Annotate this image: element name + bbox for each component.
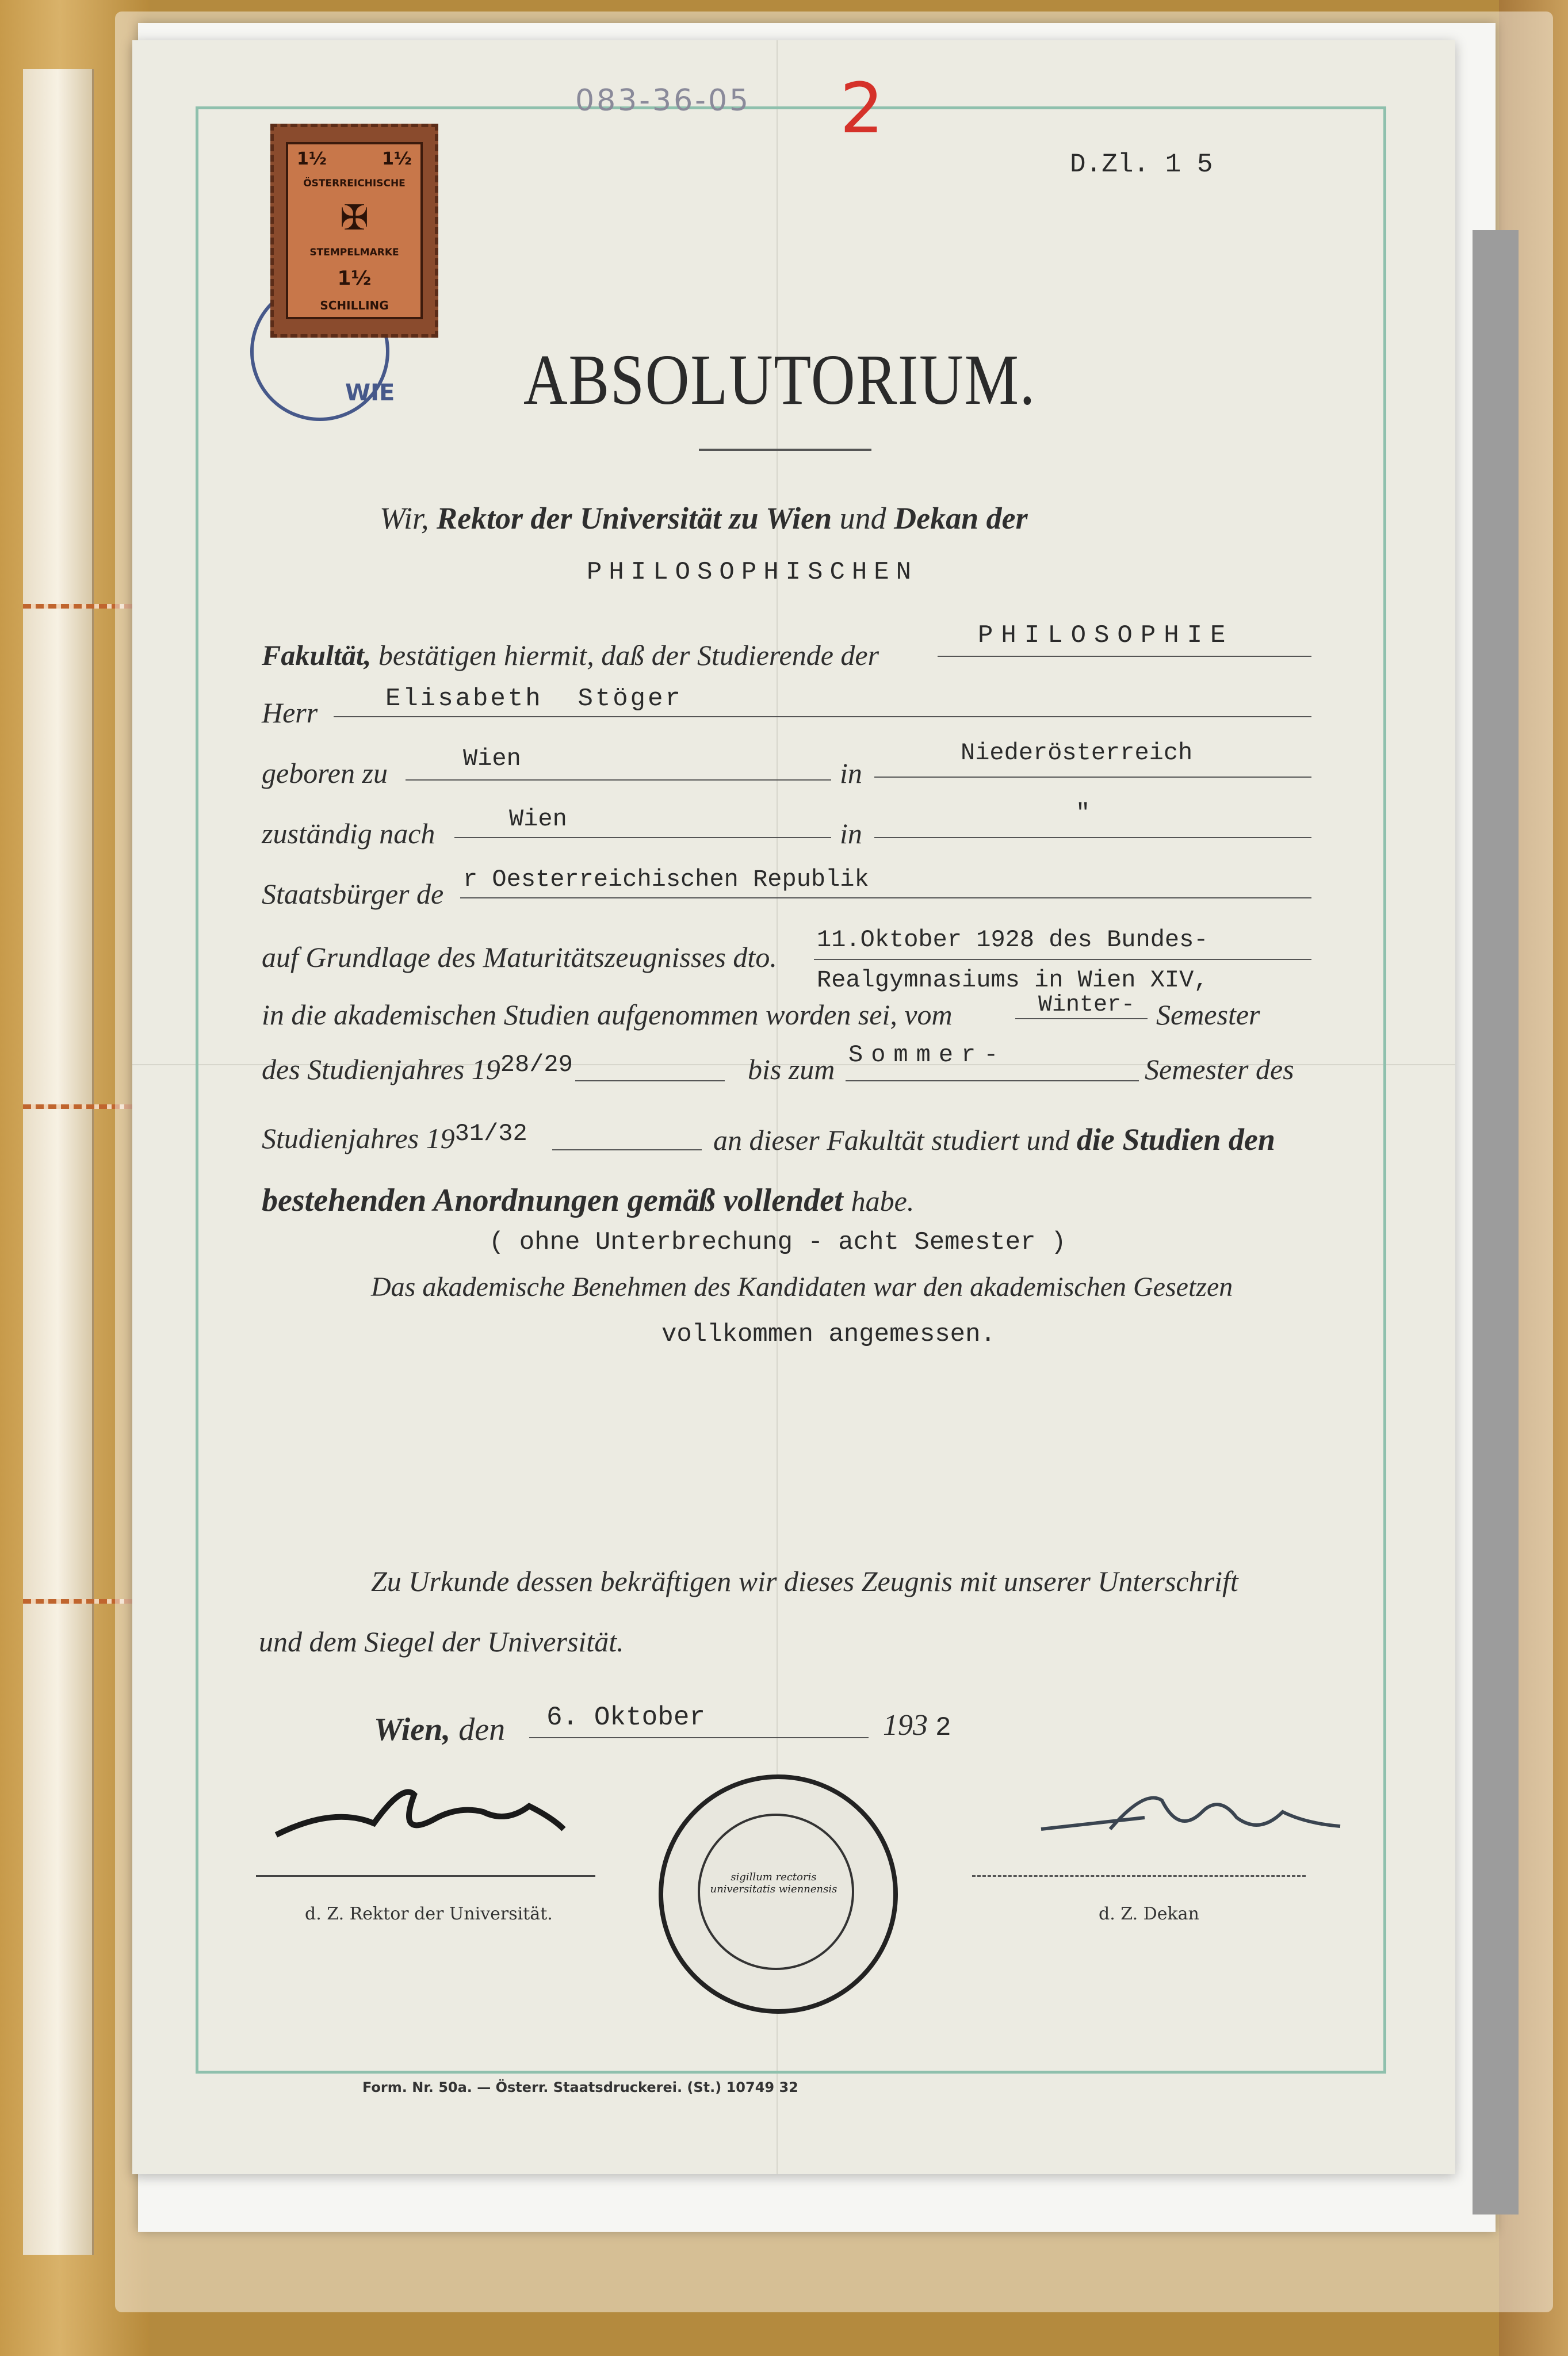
herr-label: Herr (262, 697, 318, 729)
stamp-value-tr: 1½ (382, 148, 412, 169)
dekan-signature (1030, 1772, 1363, 1858)
benehmen-value: vollkommen angemessen. (661, 1320, 996, 1349)
aufgenommen-label: in die akademischen Studien aufgenommen worden sei, vom (262, 999, 953, 1031)
stamp-currency: SCHILLING (320, 299, 389, 313)
field-line (454, 837, 831, 838)
date-place: Wien, den (374, 1712, 506, 1747)
signature-line (256, 1875, 595, 1877)
field-line (334, 716, 1311, 717)
vollendet-line: bestehenden Anordnungen gemäß vollendet habe. (262, 1183, 915, 1218)
seal-text: sigillum rectoris universitatis wiennensis (710, 1871, 837, 1895)
geboren-label: geboren zu (262, 757, 388, 789)
rektor-signature (265, 1772, 587, 1858)
binder-strip (23, 69, 94, 2255)
absolutorium-document (132, 40, 1455, 2174)
field-line (874, 777, 1311, 778)
birth-region: Niederösterreich (961, 739, 1193, 767)
university-seal (659, 1774, 898, 2014)
urkunde-line-2: und dem Siegel der Universität. (259, 1626, 624, 1658)
field-line (874, 837, 1311, 838)
gray-board-edge (1473, 230, 1519, 2215)
zustaendig-city: Wien (509, 805, 567, 833)
student-name: Elisabeth Stöger (385, 684, 683, 713)
field-line (552, 1149, 702, 1150)
zustaendig-region: " (1076, 800, 1091, 827)
date-value: 6. Oktober (546, 1703, 706, 1732)
field-line (529, 1737, 869, 1738)
document-title: ABSOLUTORIUM. (523, 341, 1036, 420)
studienjahr-label: des Studienjahres $19^{28/29}$ (262, 1051, 573, 1085)
matura-school: Realgymnasiums in Wien XIV, (817, 966, 1208, 994)
studienjahr2-label: Studienjahres $19^{31/32}$ (262, 1120, 527, 1154)
in-label: in (840, 757, 862, 789)
field-line (575, 1080, 725, 1081)
grundlage-label: auf Grundlage des Maturitätszeugnisses dto. (262, 941, 777, 973)
print-footer: Form. Nr. 50a. — Österr. Staatsdruckerei. (St.) 10749 32 (362, 2079, 798, 2095)
faculty-name: PHILOSOPHISCHEN (587, 558, 919, 587)
citizenship-value: r Oesterreichischen Republik (463, 866, 869, 893)
field-line (814, 959, 1311, 960)
dekan-label: d. Z. Dekan (1099, 1904, 1199, 1924)
field-line (846, 1080, 1139, 1081)
field-line (938, 656, 1311, 657)
benehmen-line: Das akademische Benehmen des Kandidaten war den akademischen Gesetzen (371, 1272, 1233, 1302)
zustaendig-label: zuständig nach (262, 817, 435, 850)
birth-city: Wien (463, 745, 521, 772)
red-number: 2 (840, 69, 884, 149)
matura-date: 11.Oktober 1928 des Bundes- (817, 926, 1208, 954)
stamp-value-tl: 1½ (297, 148, 327, 169)
end-semester: Sommer- (848, 1041, 1007, 1069)
subject-value: PHILOSOPHIE (978, 621, 1234, 650)
field-line (460, 897, 1311, 898)
start-semester: Winter- (1038, 992, 1135, 1018)
title-ornament (699, 449, 871, 451)
stamp-value: 1½ (337, 267, 372, 290)
stamp-type: STEMPELMARKE (309, 247, 399, 259)
staatsbuerger-label: Staatsbürger de (262, 878, 444, 910)
study-note: ( ohne Unterbrechung - acht Semester ) (489, 1228, 1066, 1257)
revenue-stamp (270, 124, 438, 338)
pencil-reference: 083-36-05 (575, 83, 751, 118)
studiert-line: an dieser Fakultät studiert und die Studien den (713, 1122, 1275, 1157)
signature-line (972, 1875, 1306, 1877)
field-line (406, 779, 831, 781)
date-year: 193 2 (883, 1709, 951, 1743)
rektor-label: d. Z. Rektor der Universität. (305, 1904, 553, 1924)
eagle-icon: ✠ (339, 197, 369, 238)
stamp-country: ÖSTERREICHISCHE (303, 177, 406, 189)
postmark-text: WIE (345, 380, 395, 406)
fakultaet-line: Fakultät, bestätigen hiermit, daß der Studierende der (262, 639, 879, 671)
semester-label: Semester (1156, 999, 1260, 1031)
urkunde-line-1: Zu Urkunde dessen bekräftigen wir dieses Zeugnis mit unserer Unterschrift (371, 1565, 1238, 1597)
semester-des-label: Semester des (1145, 1053, 1294, 1085)
in-label-2: in (840, 817, 862, 850)
bis-label: bis zum (748, 1053, 835, 1085)
dzl-number: D.Zl. 1 5 (1070, 150, 1213, 179)
intro-line: Wir, Rektor der Universität zu Wien und Dekan der (380, 501, 1028, 536)
field-line (1015, 1018, 1148, 1019)
